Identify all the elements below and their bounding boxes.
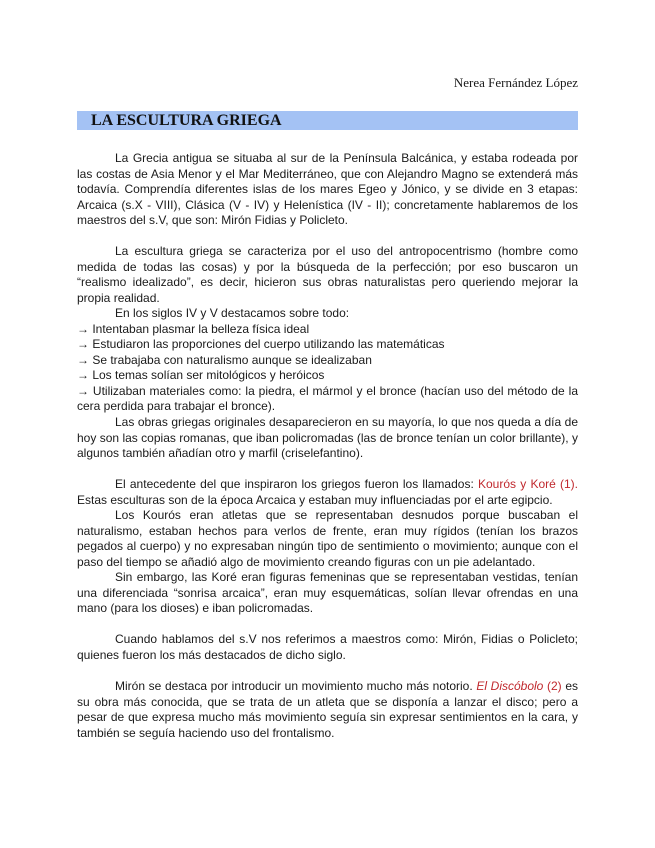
paragraph-kouros	[77, 477, 578, 617]
list-item: → Intentaban plasmar la belleza física ideal	[77, 321, 310, 336]
paragraph-text: Estas esculturas son de la época Arcaica y estaban muy influenciadas por el arte egipcio.	[77, 492, 553, 507]
list-item: → Estudiaron las proporciones del cuerpo utilizando las matemáticas	[77, 337, 445, 351]
reference-number: (2)	[543, 679, 562, 693]
list-item: → Utilizaban materiales como: la piedra, el mármol y el bronce (hacían uso del método de la cera perdida para trabajar el bronce).	[77, 383, 578, 413]
paragraph-text: Los Kourós eran atletas que se representaban desnudos porque buscaban el naturalismo, estaban hechos para verlos de frente, eran muy rígidos (tenían los brazos pegados al cuerpo) y no expresaban ningún tipo de sentimiento o movimiento; aunque con el paso del tiempo se añadió algo de movimiento creando figuras con un pie adelantado.	[77, 508, 578, 569]
paragraph-text: Mirón se destaca por introducir un movimiento mucho más notorio.	[115, 679, 477, 693]
title-banner	[77, 111, 578, 130]
paragraph-text: La escultura griega se caracteriza por el uso del antropocentrismo (hombre como medida de todas las cosas) y por la búsqueda de la perfección; por eso buscaron un “realismo idealizado”, es decir, hicieron sus obras naturalistas pero queriendo mejorar la propia realidad.	[77, 244, 578, 305]
paragraph-intro	[77, 151, 578, 229]
paragraph-text: La Grecia antigua se situaba al sur de la Península Balcánica, y estaba rodeada por las costas de Asia Menor y el Mar Mediterráneo, que con Alejandro Magno se extenderá más todavía. Comprendía diferentes islas de los mares Egeo y Jónico, y se divide en 3 etapas: Arcaica (s.X - VIII), Clásica (V - IV) y Helenística (IV - II); concretamente hablaremos de los maestros del s.V, que son: Mirón Fidias y Policleto.	[77, 151, 578, 227]
paragraph-characteristics	[77, 244, 578, 415]
author-name: Nerea Fernández López	[453, 75, 578, 90]
paragraph-masters	[77, 632, 578, 663]
paragraph-text: En los siglos IV y V destacamos sobre todo:	[115, 306, 350, 320]
kouros-kore-reference-link[interactable]: Kourós y Koré (1).	[478, 477, 579, 491]
list-item: → Los temas solían ser mitológicos y heróicos	[77, 368, 325, 382]
paragraph-miron	[77, 679, 578, 741]
paragraph-text: Las obras griegas originales desaparecieron en su mayoría, lo que nos queda a día de hoy son las copias romanas, que iban policromadas (las de bronce tenían un color brillante), y algunos también añadían otro y marfil (criselefantino).	[77, 415, 578, 460]
list-item: → Se trabajaba con naturalismo aunque se idealizaban	[77, 352, 372, 367]
paragraph-originals	[77, 415, 578, 462]
paragraph-text: El antecedente del que inspiraron los griegos fueron los llamados:	[115, 477, 478, 491]
paragraph-text: Cuando hablamos del s.V nos referimos a maestros como: Mirón, Fidias o Policleto; quienes fueron los más destacados de dicho siglo.	[77, 632, 578, 662]
page-title: LA ESCULTURA GRIEGA	[91, 112, 282, 129]
paragraph-text: es su obra más conocida, que se trata de un atleta que se disponía a lanzar el disco; pero a pesar de que expresa mucho más movimiento seguía sin expresar sentimientos en la cara, y también se seguía haciendo uso del frontalismo.	[77, 679, 578, 740]
discobolo-reference-link[interactable]: El Discóbolo	[476, 679, 544, 693]
paragraph-text: Sin embargo, las Koré eran figuras femeninas que se representaban vestidas, tenían una diferenciada “sonrisa arcaica”, eran muy esquemáticas, solían llevar ofrendas en una mano (para los dioses) e iban policromadas.	[77, 570, 578, 615]
